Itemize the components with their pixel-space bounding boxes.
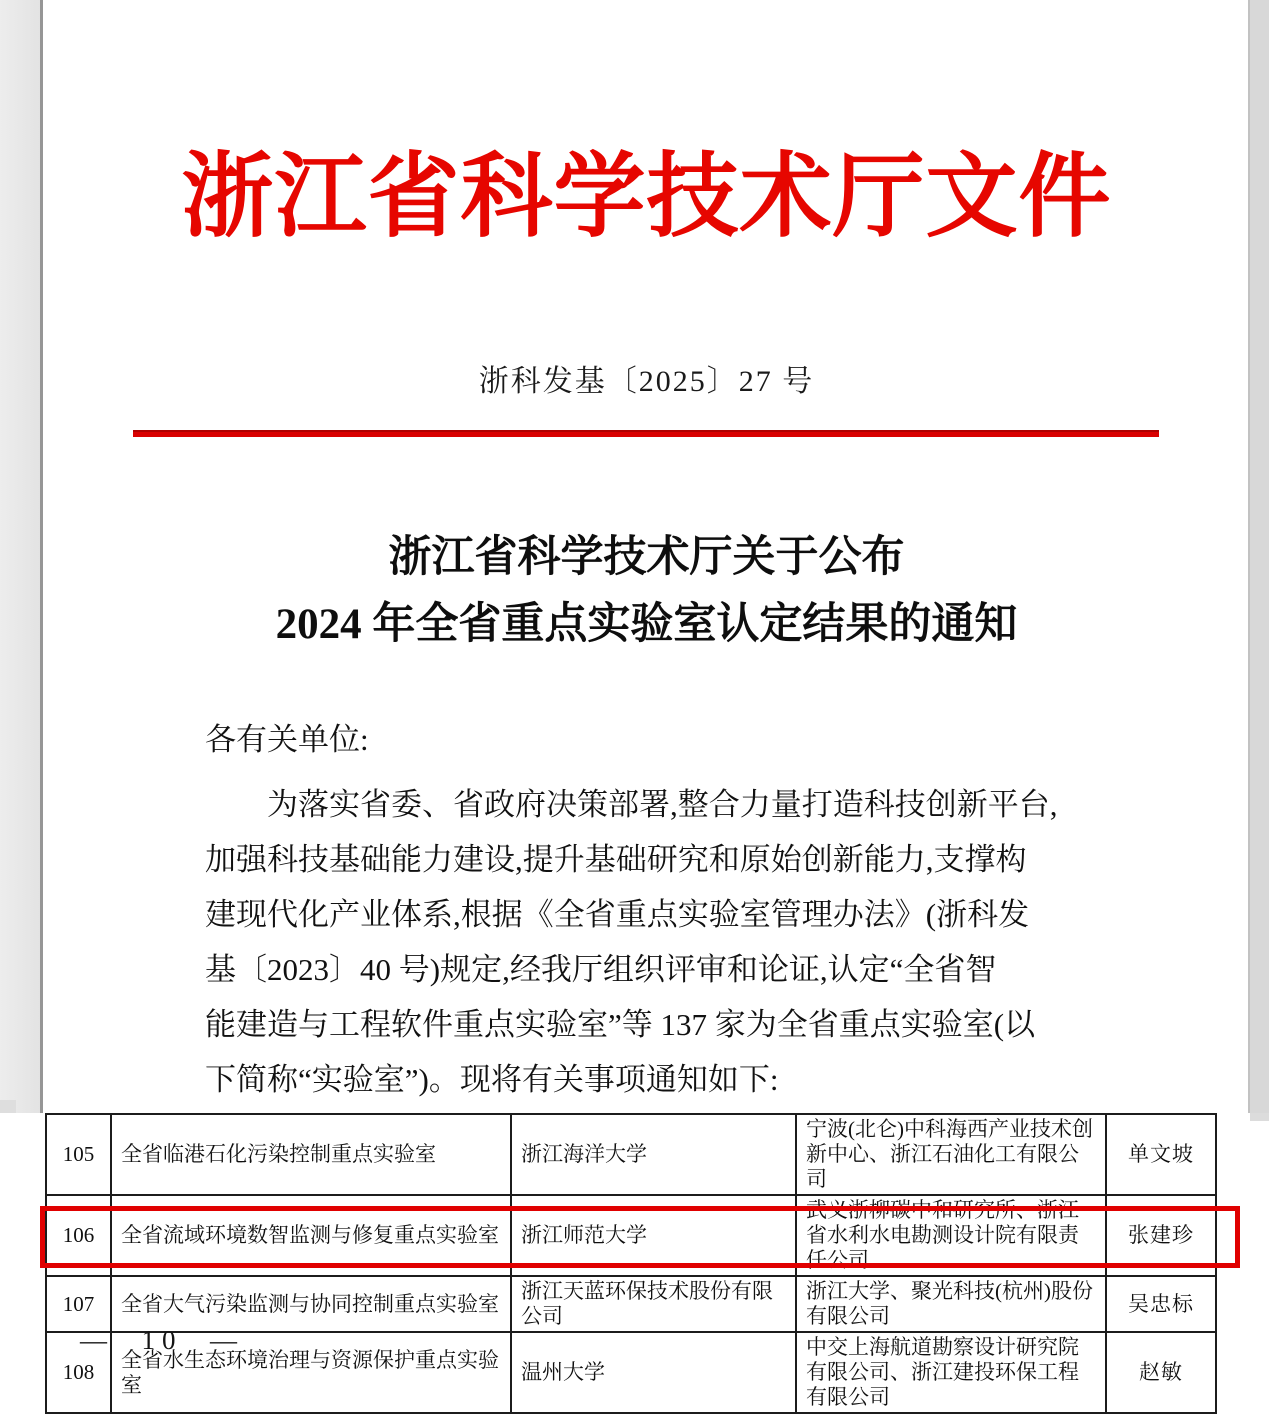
body-line: 下简称“实验室”)。现将有关事项通知如下: xyxy=(205,1062,779,1097)
notice-title-line1: 浙江省科学技术厅关于公布 xyxy=(388,534,905,581)
notice-title-line2: 2024 年全省重点实验室认定结果的通知 xyxy=(275,601,1018,648)
lab-name-cell: 全省水生态环境治理与资源保护重点实验室 xyxy=(111,1332,511,1413)
table-row-highlighted xyxy=(46,1276,1216,1332)
director-cell: 吴忠标 xyxy=(1106,1276,1216,1332)
host-unit-cell: 温州大学 xyxy=(511,1332,796,1413)
lab-name-cell: 全省大气污染监测与协同控制重点实验室 xyxy=(111,1276,511,1332)
host-unit-cell: 浙江天蓝环保技术股份有限公司 xyxy=(511,1276,796,1332)
row-number-cell: 107 xyxy=(46,1276,111,1332)
table-row xyxy=(46,1114,1216,1195)
body-line: 加强科技基础能力建设,提升基础研究和原始创新能力,支撑构 xyxy=(205,842,1027,877)
row-number-cell: 106 xyxy=(46,1195,111,1276)
host-unit-cell: 浙江师范大学 xyxy=(511,1195,796,1276)
scan-edge-fragment-left xyxy=(0,1100,16,1113)
scan-left-margin xyxy=(0,0,43,1113)
body-line: 建现代化产业体系,根据《全省重点实验室管理办法》(浙科发 xyxy=(205,897,1030,932)
document-number: 浙科发基〔2025〕27 号 xyxy=(478,365,815,398)
red-divider-rule xyxy=(133,430,1159,437)
scan-right-margin xyxy=(1248,0,1269,1113)
document-body xyxy=(205,712,1110,1107)
row-number-cell: 108 xyxy=(46,1332,111,1413)
director-cell: 单文坡 xyxy=(1106,1114,1216,1195)
row-107-highlight-box xyxy=(40,1206,1240,1268)
notice-title xyxy=(43,524,1250,658)
lab-name-cell: 全省临港石化污染控制重点实验室 xyxy=(111,1114,511,1195)
director-cell: 张建珍 xyxy=(1106,1195,1216,1276)
scan-edge-fragment-right xyxy=(1250,1113,1269,1121)
lab-name-cell: 全省流域环境数智监测与修复重点实验室 xyxy=(111,1195,511,1276)
page-number: — 10 — xyxy=(80,1325,244,1355)
body-line: 能建造与工程软件重点实验室”等 137 家为全省重点实验室(以 xyxy=(205,1007,1036,1042)
body-line: 基〔2023〕40 号)规定,经我厅组织评审和论证,认定“全省智 xyxy=(205,952,997,987)
body-line: 为落实省委、省政府决策部署,整合力量打造科技创新平台, xyxy=(267,787,1058,822)
row-number-cell: 105 xyxy=(46,1114,111,1195)
document-header-title: 浙江省科学技术厅文件 xyxy=(181,146,1112,248)
partner-units-cell: 浙江大学、聚光科技(杭州)股份有限公司 xyxy=(796,1276,1106,1332)
partner-units-cell: 宁波(北仑)中科海西产业技术创新中心、浙江石油化工有限公司 xyxy=(796,1114,1106,1195)
salutation: 各有关单位: xyxy=(205,722,369,757)
host-unit-cell: 浙江海洋大学 xyxy=(511,1114,796,1195)
director-cell: 赵敏 xyxy=(1106,1332,1216,1413)
partner-units-cell: 中交上海航道勘察设计研究院有限公司、浙江建投环保工程有限公司 xyxy=(796,1332,1106,1413)
partner-units-cell: 武义浙柳碳中和研究所、浙江省水利水电勘测设计院有限责任公司 xyxy=(796,1195,1106,1276)
